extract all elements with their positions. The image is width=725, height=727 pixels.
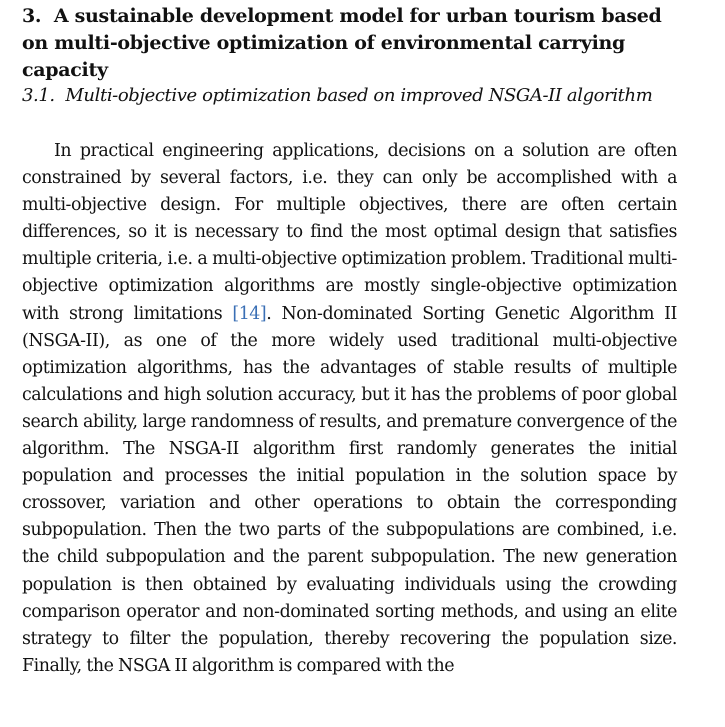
section-heading bbox=[22, 3, 677, 84]
subsection-heading bbox=[22, 84, 677, 108]
subsection-number: 3.1. bbox=[22, 85, 55, 106]
citation-link[interactable]: [14] bbox=[232, 303, 267, 324]
body-paragraph bbox=[22, 138, 677, 680]
paragraph-text-part-1: In practical engineering applications, decisions on a solution are often constrained by several factors, i.e. they can only be accomplished with a multi-objective design. For multiple objectives, there are often certain differences, so it is necessary to find the most optimal design that satisfies multiple criteria, i.e. a multi-objective optimization problem. Traditional multi-objective optimization algorithms are mostly single-objective optimization with strong limitations bbox=[22, 141, 677, 324]
paragraph-text-part-2: . Non-dominated Sorting Genetic Algorithm II (NSGA-II), as one of the more widely used traditional multi-objective optimization algorithms, has the advantages of stable results of multiple calculations and high solution accuracy, but it has the problems of poor global search ability, large randomness of results, and premature convergence of the algorithm. The NSGA-II algorithm first randomly generates the initial population and processes the initial population in the solution space by crossover, variation and other operations to obtain the corresponding subpopulation. Then the two parts of the subpopulations are combined, i.e. the child subpopulation and the parent subpopulation. The new generation population is then obtained by evaluating individuals using the crowding comparison operator and non-dominated sorting methods, and using an elite strategy to filter the population, thereby recovering the population size. Finally, the NSGA II algorithm is compared with the bbox=[22, 303, 677, 676]
subsection-title: Multi-objective optimization based on improved NSGA-II algorithm bbox=[65, 85, 653, 106]
section-title: A sustainable development model for urban tourism based on multi-objective optimization of environmental carrying capacity bbox=[22, 5, 662, 81]
section-number: 3. bbox=[22, 5, 42, 27]
